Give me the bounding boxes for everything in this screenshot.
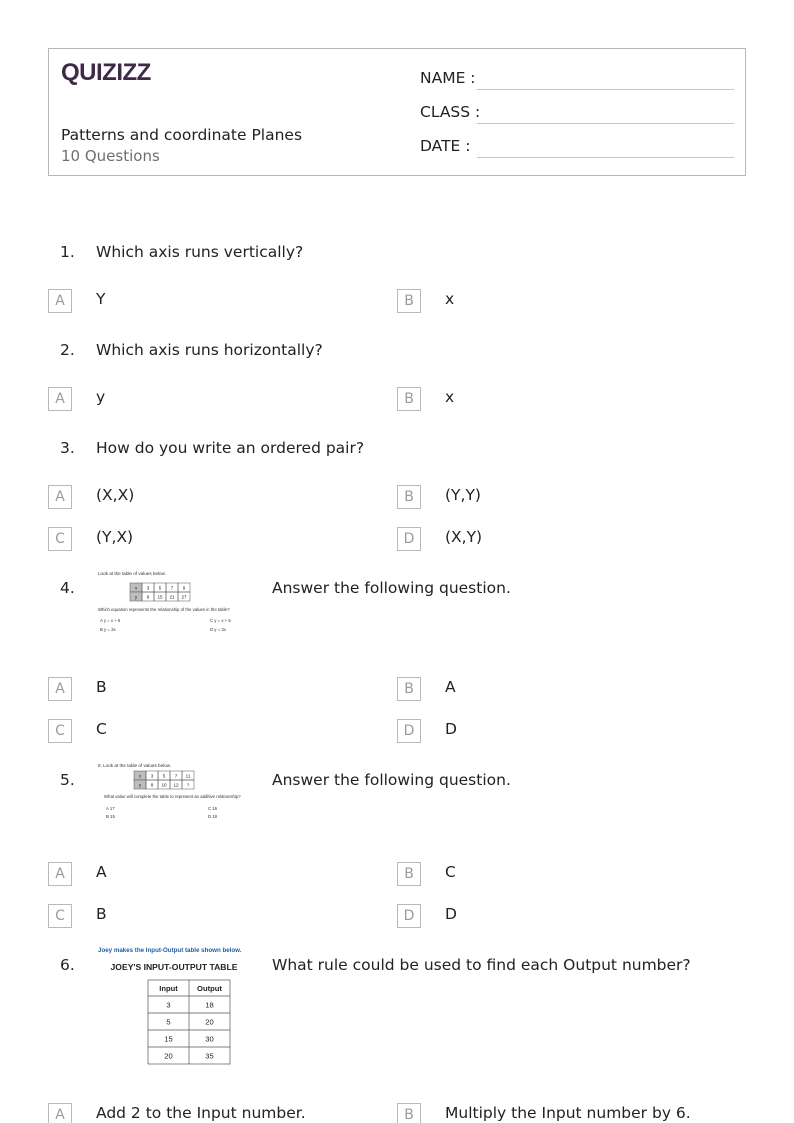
image-choice: B y = 3x [100,627,116,632]
option-letter-box[interactable]: C [48,527,72,551]
option-letter-box[interactable]: B [397,862,421,886]
option-text: x [445,388,455,406]
option-letter-box[interactable]: B [397,289,421,313]
image-intro: 8. Look at the table of values below. [98,763,172,768]
question-number: 2. [60,341,75,359]
image-intro: Look at the table of values below. [98,571,166,576]
quizizz-logo [61,57,153,87]
table-cell: y [138,782,142,788]
option-text: B [96,678,107,696]
table-cell: 7 [174,773,178,779]
option-letter-box[interactable]: A [48,387,72,411]
option-text: (X,X) [96,486,135,504]
worksheet-title: Patterns and coordinate Planes [61,126,303,144]
question-number: 4. [60,579,75,597]
option-text: (Y,X) [96,528,134,546]
question-text: How do you write an ordered pair? [96,439,365,457]
option-letter-box[interactable]: A [48,677,72,701]
table-cell: 11 [185,773,191,779]
table-cell: 9 [146,594,150,600]
name-label: NAME : [420,69,476,87]
worksheet-header [48,48,746,176]
question-text: Answer the following question. [272,579,511,597]
table-cell: 21 [169,594,175,600]
image-choice: C y = x + 5 [210,618,231,623]
table-cell: 5 [166,1017,171,1027]
question-text: Answer the following question. [272,771,511,789]
question-image [96,567,256,645]
question-text: Which axis runs horizontally? [96,341,323,359]
image-prompt: What value will complete the table to represent an additive relationship? [104,794,241,799]
option-text: Add 2 to the Input number. [96,1104,306,1122]
table-cell: 5 [162,773,166,779]
image-choice: C 16 [208,806,218,811]
option-text: D [445,905,457,923]
question-number: 3. [60,439,75,457]
date-line[interactable] [477,157,734,158]
class-field[interactable] [420,101,734,135]
table-cell: 3 [146,585,150,591]
table-cell: 7 [170,585,174,591]
table-cell: 20 [205,1017,214,1027]
option-text: C [96,720,107,738]
table-header: Output [197,984,222,993]
image-choice: A 17 [106,806,115,811]
image-choice: A y = x + 6 [100,618,121,623]
image-table-title: JOEY'S INPUT-OUTPUT TABLE [110,962,238,972]
table-cell: 30 [205,1034,214,1044]
option-text: D [445,720,457,738]
image-intro: Joey makes the Input-Output table shown below. [98,947,242,954]
question-number: 1. [60,243,75,261]
svg-text:QUIZIZZ: QUIZIZZ [61,59,151,86]
table-cell: 35 [205,1051,214,1061]
table-cell: 15 [157,594,163,600]
table-cell: 5 [158,585,162,591]
table-cell: 8 [150,782,154,788]
table-cell: 3 [150,773,154,779]
question-image [96,944,256,1068]
option-letter-box[interactable]: B [397,485,421,509]
option-text: (X,Y) [445,528,483,546]
option-letter-box[interactable]: C [48,719,72,743]
option-text: C [445,863,456,881]
class-label: CLASS : [420,103,481,121]
table-header: Input [159,984,178,993]
option-letter-box[interactable]: B [397,677,421,701]
date-field[interactable] [420,135,734,169]
option-letter-box[interactable]: A [48,289,72,313]
option-text: Y [96,290,106,308]
option-text: A [445,678,456,696]
option-letter-box[interactable]: D [397,527,421,551]
option-letter-box[interactable]: D [397,904,421,928]
option-text: (Y,Y) [445,486,481,504]
option-text: y [96,388,106,406]
image-choice: D 18 [208,814,218,819]
option-text: Multiply the Input number by 6. [445,1104,691,1122]
table-cell: x [138,773,142,779]
option-text: B [96,905,107,923]
option-text: x [445,290,455,308]
question-text: What rule could be used to find each Output number? [272,956,691,974]
option-letter-box[interactable]: A [48,1103,72,1123]
table-cell: 15 [164,1034,173,1044]
table-cell: x [134,585,138,591]
table-cell: 10 [161,782,167,788]
option-letter-box[interactable]: D [397,719,421,743]
option-letter-box[interactable]: A [48,862,72,886]
image-choice: D y = 3x [210,627,226,632]
image-prompt: Which equation represents the relationship of the values in the table? [98,607,230,612]
option-letter-box[interactable]: C [48,904,72,928]
question-count: 10 Questions [61,147,160,165]
table-cell: 9 [182,585,186,591]
image-choice: B 15 [106,814,115,819]
question-text: Which axis runs vertically? [96,243,304,261]
question-number: 5. [60,771,75,789]
name-line[interactable] [477,89,734,90]
table-cell: 18 [205,1000,214,1010]
option-letter-box[interactable]: A [48,485,72,509]
table-cell: ? [186,782,190,788]
table-cell: y [134,594,138,600]
name-field[interactable] [420,67,734,101]
student-fields [420,67,734,169]
table-cell: 27 [181,594,187,600]
option-text: A [96,863,107,881]
question-number: 6. [60,956,75,974]
table-cell: 3 [166,1000,171,1010]
option-letter-box[interactable]: B [397,1103,421,1123]
class-line[interactable] [477,123,734,124]
option-letter-box[interactable]: B [397,387,421,411]
date-label: DATE : [420,137,471,155]
table-cell: 20 [164,1051,173,1061]
question-image [96,759,256,829]
table-cell: 12 [173,782,179,788]
